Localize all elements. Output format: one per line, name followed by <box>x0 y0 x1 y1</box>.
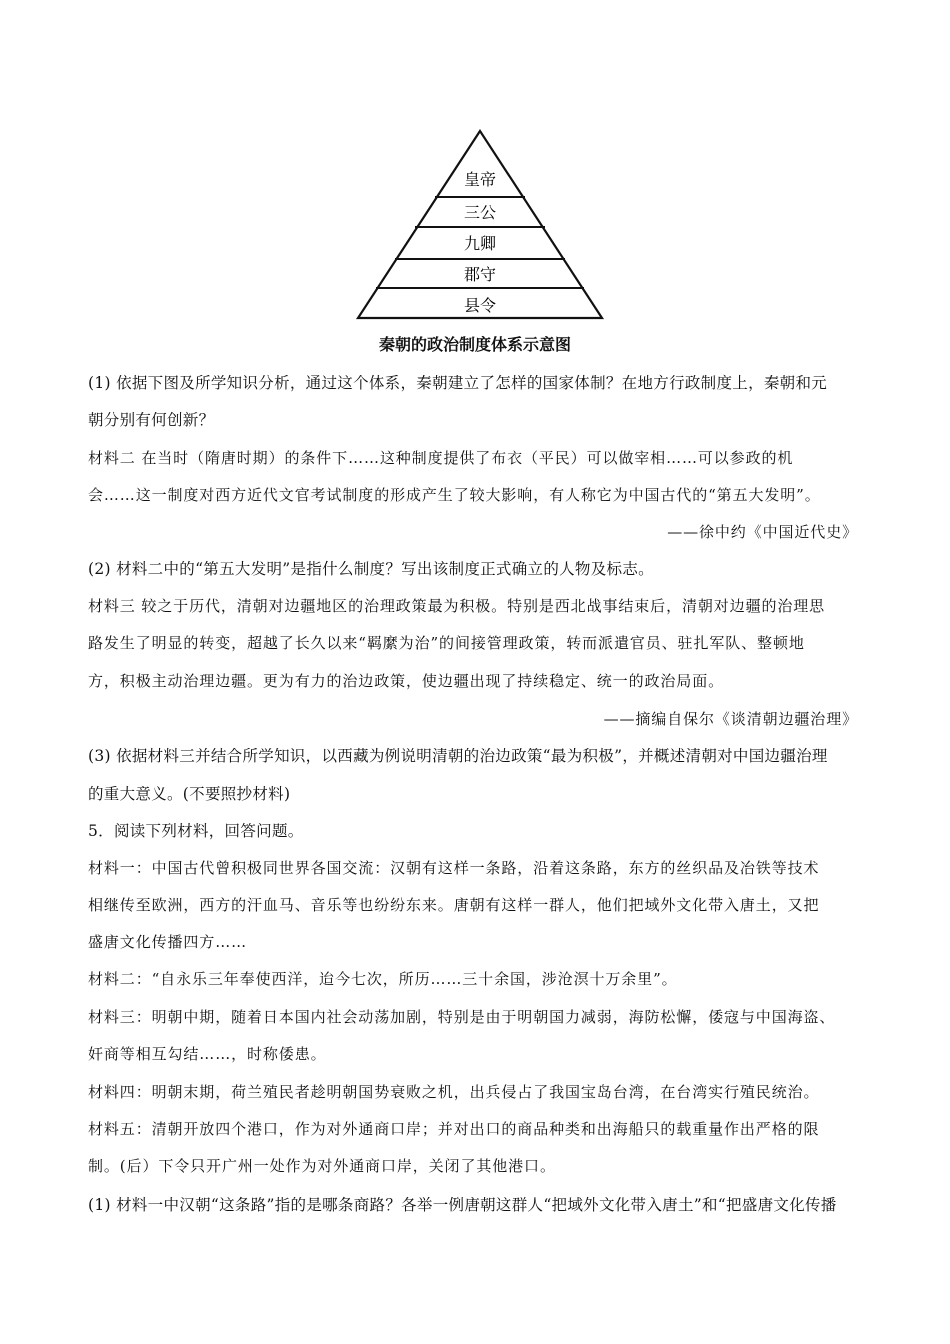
question-2: (2) 材料二中的“第五大发明”是指什么制度？写出该制度正式确立的人物及标志。 <box>88 560 654 578</box>
q5-material-4: 材料四：明朝末期，荷兰殖民者趁明朝国势衰败之机，出兵侵占了我国宝岛台湾，在台湾实行殖民统治。 <box>88 1083 820 1101</box>
question-3-line-1: (3) 依据材料三并结合所学知识，以西藏为例说明清朝的治边政策“最为积极”，并概述清朝对中国边疆治理 <box>88 747 828 765</box>
material-2-line-2: 会……这一制度对西方近代文官考试制度的形成产生了较大影响，有人称它为中国古代的“第五大发明”。 <box>88 486 821 504</box>
level-emperor: 皇帝 <box>463 170 497 189</box>
question-1-line-1: (1) 依据下图及所学知识分析，通过这个体系，秦朝建立了怎样的国家体制？在地方行政制度上，秦朝和元 <box>88 374 828 392</box>
q5-material-1-line-2: 相继传至欧洲，西方的汗血马、音乐等也纷纷东来。唐朝有这样一群人，他们把域外文化带入唐土，又把 <box>88 896 820 914</box>
material-3-line-1: 材料三 较之于历代，清朝对边疆地区的治理政策最为积极。特别是西北战事结束后，清朝对边疆的治理思 <box>88 597 826 615</box>
question-5-heading: 5．阅读下列材料，回答问题。 <box>88 822 304 840</box>
material-3-line-2: 路发生了明显的转变，超越了长久以来“羁縻为治”的间接管理政策，转而派遣官员、驻扎军队、整顿地 <box>88 634 805 652</box>
material-3-source: ——摘编自保尔《谈清朝边疆治理》 <box>603 710 858 728</box>
q5-material-3-line-2: 奸商等相互勾结……，时称倭患。 <box>88 1045 327 1063</box>
q5-material-1-line-3: 盛唐文化传播四方…… <box>88 933 248 951</box>
material-2-source: ——徐中约《中国近代史》 <box>667 523 858 541</box>
diagram-caption: 秦朝的政治制度体系示意图 <box>378 335 571 354</box>
level-three-ducal-ministers: 三公 <box>463 203 497 222</box>
q5-question-1: (1) 材料一中汉朝“这条路”指的是哪条商路？各举一例唐朝这群人“把域外文化带入唐土”和“把盛唐文化传播 <box>88 1196 837 1214</box>
qin-political-system-pyramid <box>355 128 605 326</box>
q5-material-5-line-1: 材料五：清朝开放四个港口，作为对外通商口岸；并对出口的商品种类和出海船只的载重量作出严格的限 <box>88 1120 820 1138</box>
q5-material-2: 材料二：“自永乐三年奉使西洋，迨今七次，所历……三十余国，涉沧溟十万余里”。 <box>88 970 678 988</box>
level-county-magistrate: 县令 <box>463 296 497 315</box>
level-nine-ministers: 九卿 <box>463 234 497 253</box>
question-3-line-2: 的重大意义。(不要照抄材料) <box>88 785 291 803</box>
q5-material-3-line-1: 材料三：明朝中期，随着日本国内社会动荡加剧，特别是由于明朝国力减弱，海防松懈，倭寇与中国海盗、 <box>88 1008 836 1026</box>
q5-material-5-line-2: 制。(后）下令只开广州一处作为对外通商口岸，关闭了其他港口。 <box>88 1157 556 1175</box>
level-commandery-governor: 郡守 <box>463 265 497 284</box>
pyramid-outline <box>358 131 602 318</box>
question-1-line-2: 朝分别有何创新？ <box>88 411 215 429</box>
material-3-line-3: 方，积极主动治理边疆。更为有力的治边政策，使边疆出现了持续稳定、统一的政治局面。 <box>88 672 725 690</box>
material-2-line-1: 材料二 在当时（隋唐时期）的条件下……这种制度提供了布衣（平民）可以做宰相……可以参政的机 <box>88 449 794 467</box>
q5-material-1-line-1: 材料一：中国古代曾积极同世界各国交流：汉朝有这样一条路，沿着这条路，东方的丝织品及冶铁等技术 <box>88 859 820 877</box>
